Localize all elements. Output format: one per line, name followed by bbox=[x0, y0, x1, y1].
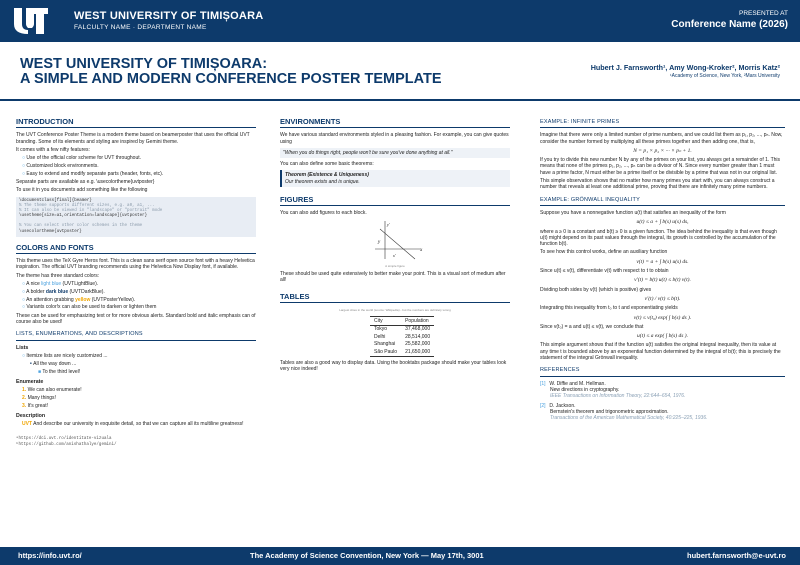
equation: v(t) ≤ v(t₀) exp( ∫ b(s) ds ). bbox=[633, 314, 692, 321]
gronwall-paragraph: To see how this control works, define an auxiliary function bbox=[540, 249, 668, 256]
list-item: 3. It's great! bbox=[22, 402, 48, 409]
env-theorem-lead: You can also define some basic theorems: bbox=[280, 161, 374, 168]
footer-website-link[interactable]: https://info.uvt.ro/ bbox=[18, 551, 82, 560]
gronwall-paragraph: Since u(t) ≤ v(t), differentiate v(t) with respect to t to obtain bbox=[540, 268, 669, 275]
title-line-1: WEST UNIVERSITY OF TIMIȘOARA: bbox=[20, 56, 268, 72]
code-block bbox=[16, 197, 256, 237]
simple-figure bbox=[280, 219, 510, 269]
enumerate-label: Enumerate bbox=[16, 378, 44, 385]
itemize-list bbox=[22, 353, 256, 375]
table-row: Delhi 28,514,000 bbox=[374, 333, 431, 340]
table-row: São Paulo 21,650,000 bbox=[370, 348, 434, 356]
code-comment: % You can select other color schemes in the theme bbox=[19, 224, 143, 229]
footnote: ᵇhttps://github.com/anishathalye/gemini/ bbox=[16, 442, 117, 447]
section-title-infinite-primes: EXAMPLE: INFINITE PRIMES bbox=[540, 119, 785, 128]
list-item: ○ Variants color!x can also be used to darken or lighten them bbox=[22, 304, 157, 311]
equation: v(t) = a + ∫ b(s) u(s) ds. bbox=[636, 258, 689, 265]
env-paragraph: We have various standard environments styled in a pleasing fashion. For example, you can give quotes using bbox=[280, 132, 509, 145]
primes-paragraph: Imagine that there were only a limited number of prime numbers, and we could list them as p₁, p₂, ..., pₙ. Now, consider the number formed by multiplying all these primes together and then adding one, that is, bbox=[540, 132, 783, 145]
section-title-figures: FIGURES bbox=[280, 197, 510, 206]
equation: v′(t) = b(t) u(t) ≤ b(t) v(t). bbox=[634, 277, 691, 284]
footer-event-text: The Academy of Science Convention, New York — May 17th, 3001 bbox=[250, 551, 484, 560]
bullet-icon: ○ bbox=[22, 162, 27, 169]
code-comment: % The theme supports different sizes, e.g. a0, a1, ... bbox=[19, 203, 155, 208]
lists-label: Lists bbox=[16, 344, 29, 351]
table-row: Shanghai 25,582,000 bbox=[374, 341, 431, 348]
theorem-title: Theorem (Existence & Uniqueness) bbox=[285, 172, 369, 179]
figure-x-label: x bbox=[420, 247, 423, 253]
poster-header bbox=[0, 0, 800, 42]
equation: u(t) ≤ a + ∫ b(s) u(s) ds, bbox=[636, 219, 689, 226]
university-name: WEST UNIVERSITY OF TIMIȘOARA bbox=[74, 10, 264, 22]
affiliations: ¹Academy of Science, New York, ²Mars University bbox=[669, 73, 780, 79]
description-label: Description bbox=[16, 413, 46, 420]
figure-lead: You can also add figures to each block. bbox=[280, 210, 367, 217]
poster-footer bbox=[0, 547, 800, 565]
enumerate-list bbox=[22, 387, 256, 409]
equation: u(t) ≤ a exp( ∫ b(s) ds ). bbox=[637, 333, 688, 340]
footer-email-link[interactable]: hubert.farnsworth@e-uvt.ro bbox=[687, 551, 786, 560]
intro-features-lead: It comes with a few nifty features: bbox=[16, 146, 90, 153]
code-line: \documentclass[final]{beamer} bbox=[19, 198, 92, 203]
presented-at-label: PRESENTED AT bbox=[738, 10, 788, 17]
quote-block: "When you do things right, people won't be sure you've done anything at all." bbox=[280, 148, 510, 158]
intro-parts-text: Separate parts are available as e.g. \usecolortheme{uvtposter} bbox=[16, 179, 155, 186]
gronwall-paragraph: where a ≥ 0 is a constant and b(t) ≥ 0 is a given function. The idea behind the inequality is that even though u(t) might depend on its past values through the integral, its growth is controlled by the accumulation of the function b(t). bbox=[540, 228, 777, 248]
reference-item: [1] W. Diffie and M. Hellman. New directions in cryptography. IEEE Transactions on Information Theory, 22:644–654, 1976. bbox=[540, 380, 686, 400]
intro-paragraph: The UVT Conference Poster Theme is a modern theme based on beamerposter that uses the official UVT branding. Some of its elements and styling are inspired by Gemini theme. bbox=[16, 132, 250, 145]
section-title-lists: LISTS, ENUMERATIONS, AND DESCRIPTIONS bbox=[16, 331, 256, 340]
author-list: Hubert J. Farnsworth¹, Amy Wong-Kroker², Morris Katz² bbox=[590, 63, 780, 72]
equation: N = p₁ × p₂ × ··· × pₙ + 1. bbox=[633, 147, 692, 154]
colors-lead: The theme has three standard colors: bbox=[16, 272, 100, 279]
list-item: ○ A nice light blue (UVTLightBlue). bbox=[22, 281, 99, 288]
list-item: ○ Customized block environments. bbox=[22, 162, 99, 169]
reference-item: [2] D. Jackson. Bernstein's theorem and trigonometric approximation. Transactions of the American Mathematical Society, 40:225–225, 1936. bbox=[540, 402, 708, 422]
footnote: ᵃhttps://dci.uvt.ro/identitate-vizuala bbox=[16, 436, 112, 441]
list-item: • All the way down ... bbox=[30, 360, 77, 367]
column-right bbox=[540, 115, 785, 424]
list-item: ○ A bolder dark blue (UVTDarkBlue). bbox=[22, 288, 105, 295]
gronwall-paragraph: Suppose you have a nonnegative function u(t) that satisfies an inequality of the form bbox=[540, 209, 726, 216]
table-caption: Largest cities in the world (source: Wikipedia) - but the numbers are definitely wrong bbox=[339, 307, 451, 312]
features-list bbox=[22, 155, 256, 177]
colors-emphasis-text: These can be used for emphasizing text or for more obvious alerts. Standard bold and italic emphasis can of course also be used! bbox=[16, 312, 256, 326]
section-title-gronwall: EXAMPLE: GRÖNWALL INEQUALITY bbox=[540, 197, 785, 206]
list-item: ○ An attention grabbing yellow (UVTPosterYellow). bbox=[22, 296, 136, 303]
bullet-icon: ○ bbox=[22, 170, 27, 177]
figure-caption: A simple figure bbox=[385, 263, 405, 268]
column-middle bbox=[280, 115, 510, 374]
code-line: \usetheme[size=a1,orientation=landscape]{uvtposter} bbox=[19, 214, 148, 219]
table-row: Tokyo 37,468,000 bbox=[374, 326, 431, 333]
section-title-environments: ENVIRONMENTS bbox=[280, 119, 510, 128]
list-item: 2. Many things! bbox=[22, 394, 56, 401]
bullet-icon: ○ bbox=[22, 155, 27, 162]
colors-list bbox=[22, 281, 256, 311]
gronwall-paragraph: Integrating this inequality from t₀ to t and exponentiating yields bbox=[540, 305, 678, 312]
poster-title bbox=[20, 57, 460, 87]
table-header-row: City Population bbox=[370, 317, 434, 325]
intro-usage-text: To use it in you documents add something like the following bbox=[16, 187, 148, 194]
colors-paragraph: This theme uses the TeX Gyre Heros font. This is a clean sans serif open source font with a heavy Helvetica inspiration. The official UVT branding recommends using the Helvetica Now Display font, if available. bbox=[16, 258, 255, 271]
section-title-tables: TABLES bbox=[280, 294, 510, 303]
figure-point-label: x' bbox=[393, 252, 396, 258]
primes-paragraph: This simple observation shows that no matter how many primes you start with, you can always construct a number that reveals at least one additional prime, proving that there are infinitely many prime numbers. bbox=[540, 178, 775, 191]
code-comment: % It can also be viewed in "landscape" or "portrait" mode bbox=[19, 209, 163, 214]
faculty-name: FALCULTY NAME · DEPARTMENT NAME bbox=[74, 24, 207, 31]
figure-point-label: y' bbox=[387, 221, 390, 227]
primes-paragraph: If you try to divide this new number N by any of the primes on your list, you always get a remainder of 1. This means that none of the primes p₁, p₂, ..., pₙ can be a divisor of N. Since every number greater than 1 must have a prime factor, N must either be a prime itself or be divisible by a prime that was not in our original list. bbox=[540, 157, 781, 176]
figure-y-label: y bbox=[378, 239, 381, 245]
theorem-text: Our theorem exists and is unique. bbox=[285, 178, 360, 185]
list-item: ■ To the third level! bbox=[38, 368, 81, 375]
conference-name: Conference Name (2026) bbox=[671, 19, 788, 30]
gronwall-paragraph: Dividing both sides by v(t) (which is positive) gives bbox=[540, 286, 652, 293]
list-item: ○ Use of the official color scheme for UVT throughout. bbox=[22, 155, 142, 162]
footnotes bbox=[16, 436, 256, 449]
list-item: ○ Easy to extend and modify separate parts (header, fonts, etc). bbox=[22, 170, 164, 177]
uvt-logo-icon bbox=[12, 6, 50, 36]
list-item: 1. We can also enumerate! bbox=[22, 387, 82, 394]
column-left bbox=[16, 115, 256, 448]
title-divider bbox=[0, 99, 800, 101]
cities-table bbox=[370, 316, 434, 356]
description-item: UVT And describe our university in exquisite detail, so that we can capture all its multiline greatness! bbox=[22, 421, 244, 428]
list-item: ○ Itemize lists are nicely customized ... bbox=[22, 352, 108, 359]
equation: v′(t) / v(t) ≤ b(t). bbox=[644, 295, 681, 302]
table-paragraph: Tables are also a good way to display data. Using the booktabs package should make your tables look very nice indeed! bbox=[280, 359, 507, 372]
gronwall-paragraph: Since v(t₀) = a and u(t) ≤ v(t), we conclude that bbox=[540, 323, 644, 330]
figure-paragraph: These should be used quite extensively to better make your point. This is a visual sort of medium after all! bbox=[280, 270, 506, 284]
section-title-colors: COLORS AND FONTS bbox=[16, 245, 256, 254]
theorem-block bbox=[280, 170, 510, 187]
title-line-2: A SIMPLE AND MODERN CONFERENCE POSTER TEMPLATE bbox=[20, 71, 442, 87]
section-title-references: REFERENCES bbox=[540, 367, 785, 376]
code-line: \usecolortheme{uvtposter} bbox=[19, 229, 82, 234]
gronwall-paragraph: This simple argument shows that if the function u(t) satisfies the original integral inequality, then its value at any time t is bounded above by an exponential function determined by the integral of b(t); this is precisely the statement of the integral Grönwall inequality. bbox=[540, 342, 781, 362]
section-title-introduction: INTRODUCTION bbox=[16, 119, 256, 128]
